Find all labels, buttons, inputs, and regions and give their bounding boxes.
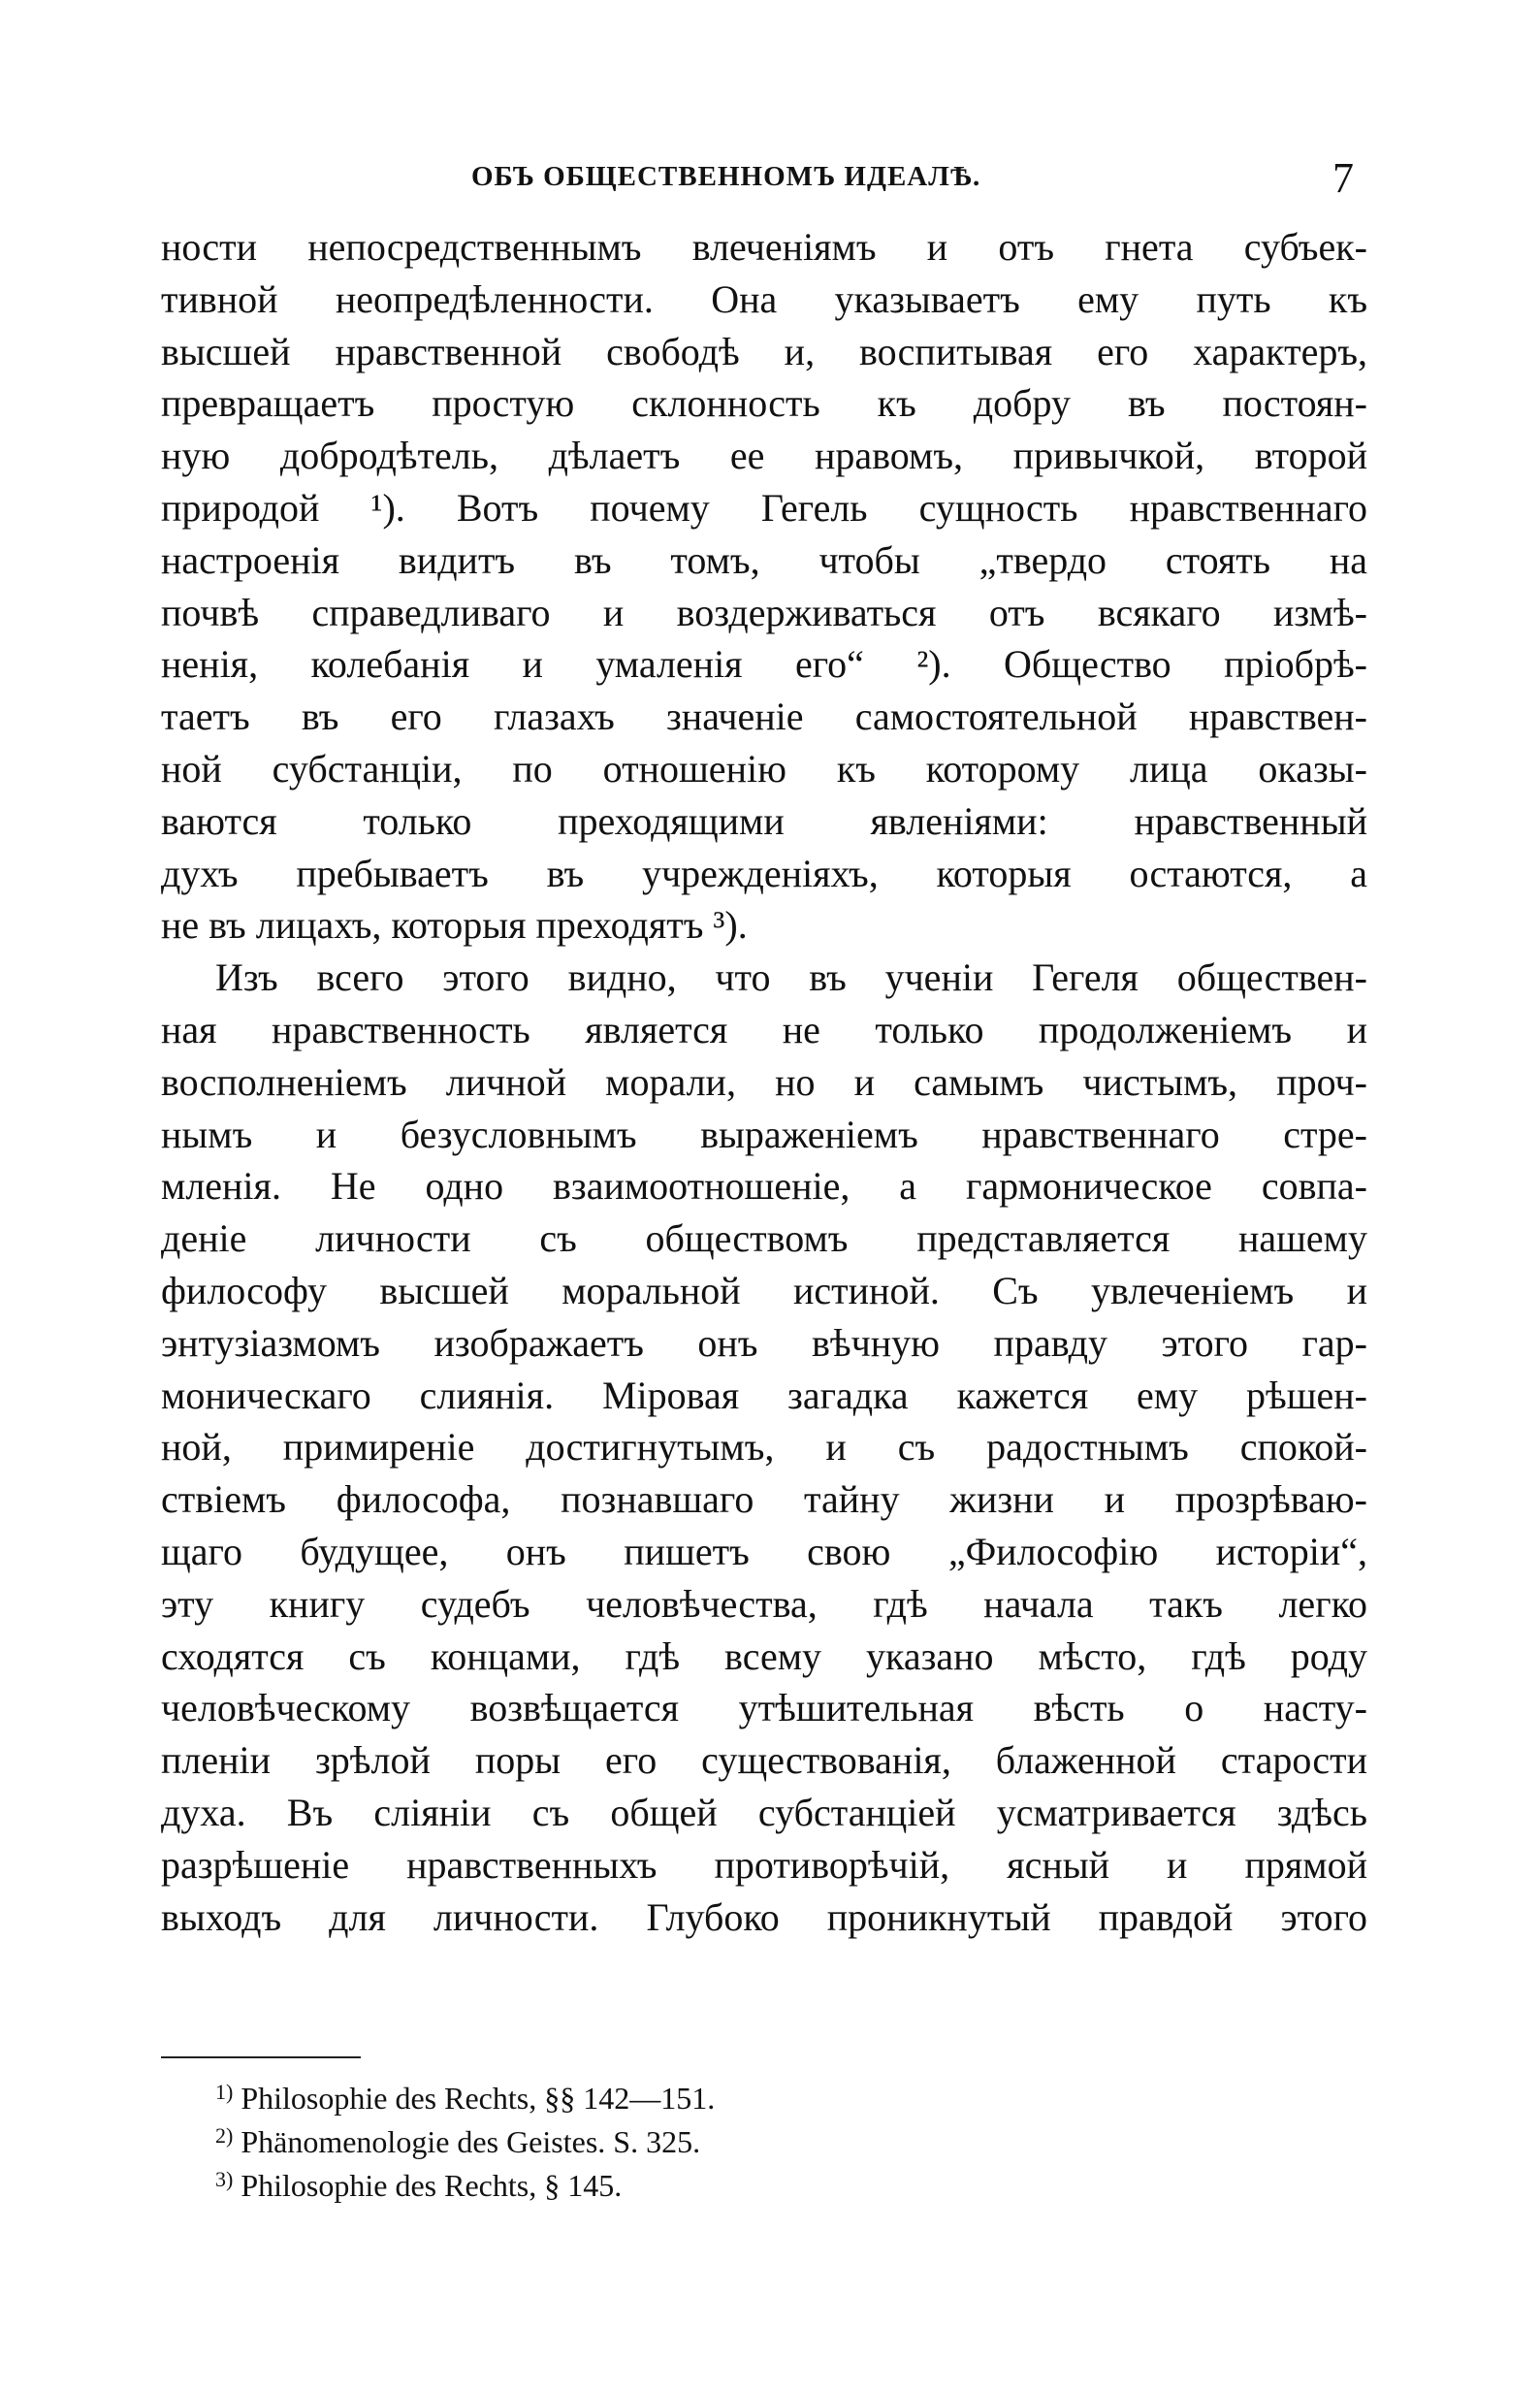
text-line: ваются только преходящими явленіями: нравственный: [161, 798, 1367, 843]
text-line: духъ пребываетъ въ учрежденіяхъ, которыя остаются, а: [161, 851, 1367, 895]
text-line: ности непосредственнымъ влеченіямъ и отъ гнета субъек-: [161, 225, 1367, 269]
text-line: не въ лицахъ, которыя преходятъ ³).: [161, 903, 748, 948]
text-line: Изъ всего этого видно, что въ ученіи Гегеля обществен-: [215, 955, 1367, 1000]
body-text: [161, 221, 1367, 1943]
footnote: [215, 2157, 1088, 2201]
text-line: ная нравственность является не только продолженіемъ и: [161, 1007, 1367, 1051]
text-line: моническаго слиянія. Міровая загадка кажется ему рѣшен-: [161, 1373, 1367, 1417]
text-line: пленіи зрѣлой поры его существованія, блаженной старости: [161, 1738, 1367, 1783]
text-line: философу высшей моральной истиной. Съ увлеченіемъ и: [161, 1268, 1367, 1312]
text-line: ной субстанціи, по отношенію къ которому лица оказы-: [161, 746, 1367, 791]
text-line: таетъ въ его глазахъ значеніе самостоятельной нравствен-: [161, 695, 1367, 739]
text-line: духа. Въ сліяніи съ общей субстанціей усматривается здѣсь: [161, 1790, 1367, 1834]
text-line: выходъ для личности. Глубоко проникнутый правдой этого: [161, 1894, 1367, 1939]
footnote-text: Philosophie des Rechts, §§ 142—151.: [241, 2081, 716, 2116]
text-line: сходятся съ концами, гдѣ всему указано мѣсто, гдѣ роду: [161, 1633, 1367, 1678]
footnote-divider: [161, 2056, 361, 2058]
footnotes: [215, 2070, 1088, 2201]
text-line: человѣческому возвѣщается утѣшительная вѣсть о насту-: [161, 1686, 1367, 1730]
text-line: мленія. Не одно взаимоотношеніе, а гармоническое совпа-: [161, 1164, 1367, 1209]
text-line: щаго будущее, онъ пишетъ свою „Философію исторіи“,: [161, 1529, 1367, 1573]
running-title: ОБЪ ОБЩЕСТВЕННОМЪ ИДЕАЛѢ.: [471, 161, 981, 192]
text-line: восполненіемъ личной морали, но и самымъ чистымъ, проч-: [161, 1059, 1367, 1104]
running-header: [0, 154, 1540, 210]
text-line: ненія, колебанія и умаленія его“ ²). Общество пріобрѣ-: [161, 642, 1367, 687]
page-number: 7: [1332, 154, 1354, 202]
text-line: нымъ и безусловнымъ выраженіемъ нравственнаго стре-: [161, 1112, 1367, 1156]
footnote-text: Phänomenologie des Geistes. S. 325.: [241, 2124, 701, 2159]
paragraph-1: [161, 221, 1367, 952]
paragraph-2: [161, 952, 1367, 1943]
footnote: [215, 2070, 1088, 2114]
text-line: почвѣ справедливаго и воздерживаться отъ всякаго измѣ-: [161, 590, 1367, 634]
text-line: энтузіазмомъ изображаетъ онъ вѣчную правду этого гар-: [161, 1320, 1367, 1365]
footnote-mark: 1): [215, 2080, 234, 2104]
text-line: эту книгу судебъ человѣчества, гдѣ начала такъ легко: [161, 1581, 1367, 1626]
text-line: ной, примиреніе достигнутымъ, и съ радостнымъ спокой-: [161, 1425, 1367, 1470]
text-line: тивной неопредѣленности. Она указываетъ ему путь къ: [161, 276, 1367, 321]
footnote-text: Philosophie des Rechts, § 145.: [241, 2168, 623, 2203]
text-line: настроенія видитъ въ томъ, чтобы „твердо стоять на: [161, 537, 1367, 582]
text-line: ствіемъ философа, познавшаго тайну жизни и прозрѣваю-: [161, 1477, 1367, 1522]
text-line: ную добродѣтель, дѣлаетъ ее нравомъ, привычкой, второй: [161, 434, 1367, 478]
footnote: [215, 2114, 1088, 2157]
text-line: разрѣшеніе нравственныхъ противорѣчій, ясный и прямой: [161, 1842, 1367, 1887]
text-line: высшей нравственной свободѣ и, воспитывая его характеръ,: [161, 329, 1367, 373]
text-line: превращаетъ простую склонность къ добру въ постоян-: [161, 381, 1367, 426]
text-line: природой ¹). Вотъ почему Гегель сущность нравственнаго: [161, 485, 1367, 530]
text-line: деніе личности съ обществомъ представляется нашему: [161, 1216, 1367, 1261]
footnote-mark: 2): [215, 2123, 234, 2148]
footnote-mark: 3): [215, 2167, 234, 2191]
